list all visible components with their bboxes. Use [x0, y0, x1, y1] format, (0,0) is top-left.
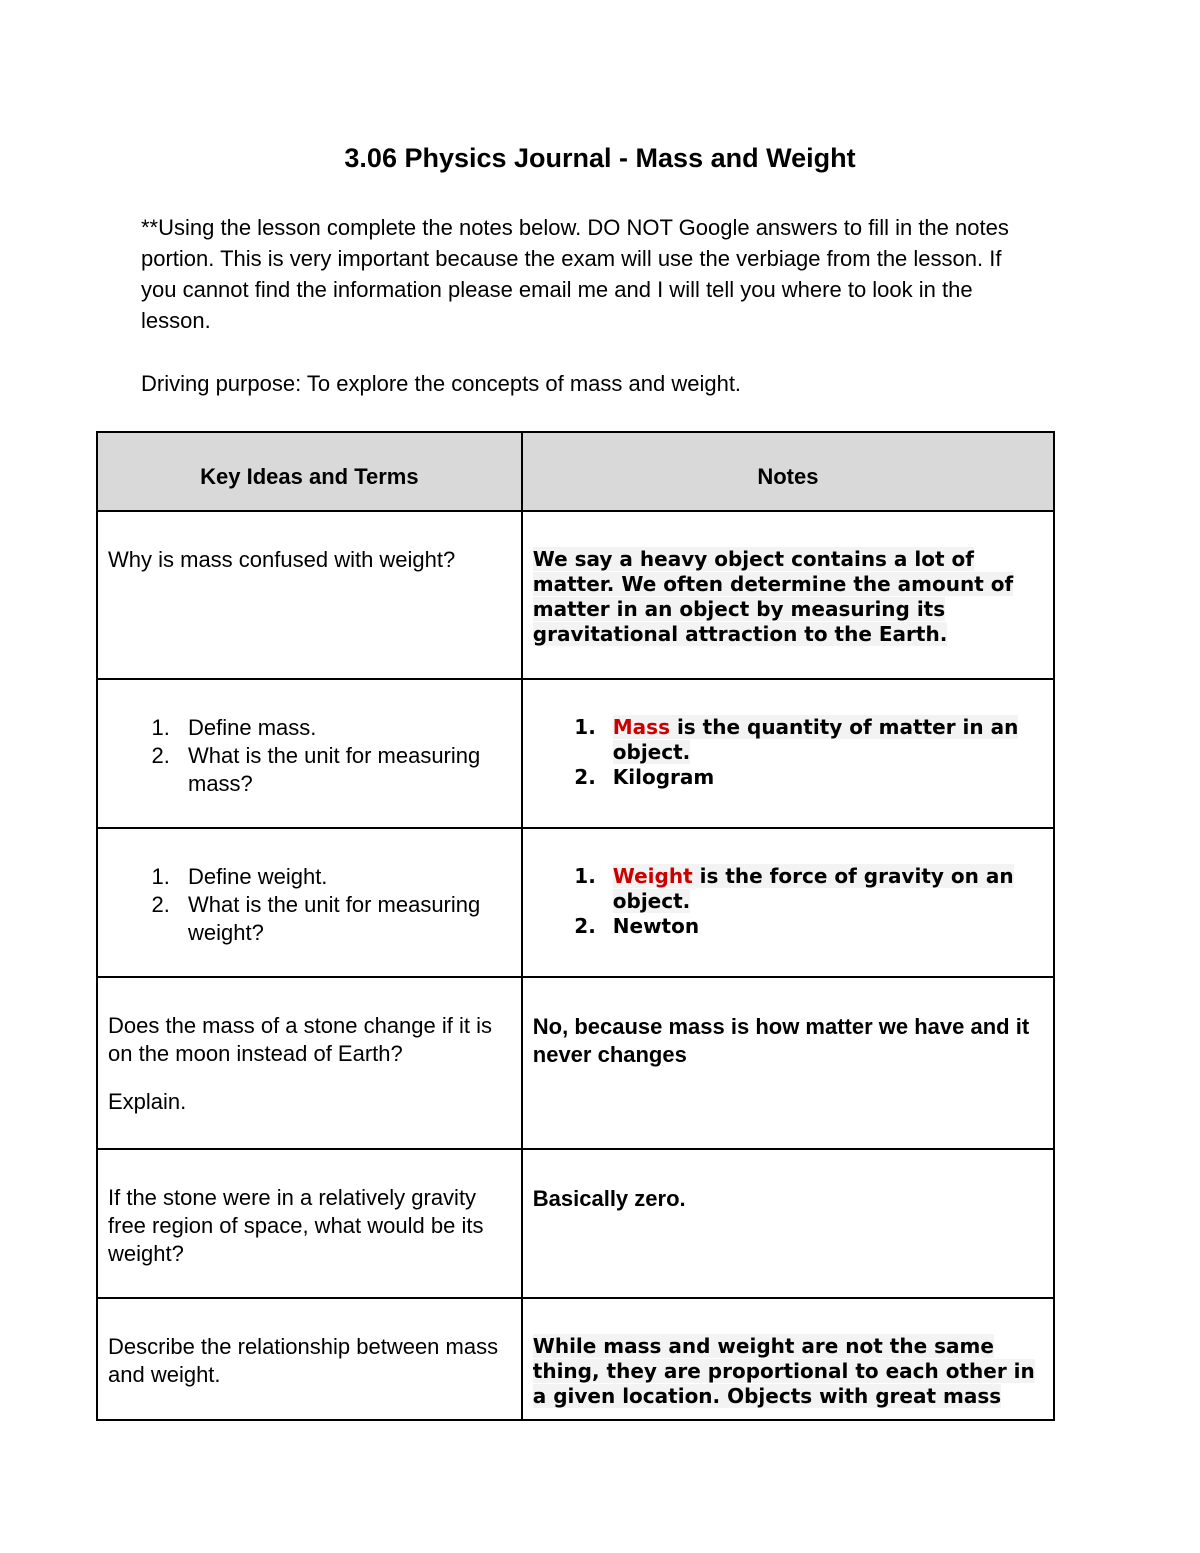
answer-list — [533, 864, 1043, 939]
answer-text: We say a heavy object contains a lot of matter. We often determine the amount of matter in an object by measuring its gravitational attraction to the Earth. — [532, 547, 1014, 646]
table-row — [97, 1298, 1054, 1420]
header-key-ideas: Key Ideas and Terms — [97, 432, 522, 511]
answer-item — [603, 715, 1043, 765]
question-item: 1. Define mass. — [176, 714, 511, 742]
answer-item: 2. Newton — [603, 914, 1043, 939]
question-cell — [97, 511, 522, 679]
header-notes: Notes — [522, 432, 1054, 511]
question-list — [108, 714, 511, 798]
question-text: If the stone were in a relatively gravity free region of space, what would be its weight? — [108, 1185, 484, 1266]
answer-definition: is the force of gravity on an object. — [612, 864, 1014, 913]
question-text: Why is mass confused with weight? — [108, 547, 456, 572]
table-row — [97, 1149, 1054, 1298]
question-text: Describe the relationship between mass and weight. — [108, 1334, 499, 1387]
table-row — [97, 511, 1054, 679]
answer-text: No, because mass is how matter we have and it never changes — [532, 1014, 1030, 1067]
driving-purpose-text: Driving purpose: To explore the concepts of mass and weight. — [141, 371, 742, 396]
answer-list — [533, 715, 1043, 790]
question-cell — [97, 679, 522, 828]
page-title: 3.06 Physics Journal - Mass and Weight — [344, 143, 856, 173]
question-cell — [97, 1149, 522, 1298]
answer-cell — [522, 828, 1054, 977]
question-item: 2. What is the unit for measuring mass? — [176, 742, 511, 798]
term-weight: Weight — [612, 864, 693, 888]
term-mass: Mass — [612, 715, 670, 739]
table-row — [97, 828, 1054, 977]
table-row — [97, 679, 1054, 828]
answer-cell — [522, 679, 1054, 828]
answer-definition: is the quantity of matter in an object. — [612, 715, 1019, 764]
table-row — [97, 977, 1054, 1149]
answer-item: 2. Kilogram — [603, 765, 1043, 790]
answer-text: Basically zero. — [532, 1186, 686, 1211]
answer-cell — [522, 511, 1054, 679]
question-list — [108, 863, 511, 947]
answer-cell — [522, 1149, 1054, 1298]
notes-table — [96, 431, 1055, 1421]
question-item: 1. Define weight. — [176, 863, 511, 891]
answer-text: While mass and weight are not the same thing, they are proportional to each other in a given location. Objects with great mass — [532, 1334, 1035, 1408]
question-text: Does the mass of a stone change if it is on the moon instead of Earth? — [108, 1013, 492, 1066]
question-cell — [97, 1298, 522, 1420]
question-item: 2. What is the unit for measuring weight? — [176, 891, 511, 947]
instructions-text: **Using the lesson complete the notes below. DO NOT Google answers to fill in the notes portion. This is very important because the exam will use the verbiage from the lesson. If you cannot find the information please email me and I will tell you where to look in the lesson. — [141, 215, 1009, 333]
question-extra: Explain. — [108, 1089, 187, 1114]
table-header-row — [97, 432, 1054, 511]
question-cell — [97, 977, 522, 1149]
answer-cell — [522, 1298, 1054, 1420]
question-cell — [97, 828, 522, 977]
answer-item — [603, 864, 1043, 914]
answer-cell — [522, 977, 1054, 1149]
